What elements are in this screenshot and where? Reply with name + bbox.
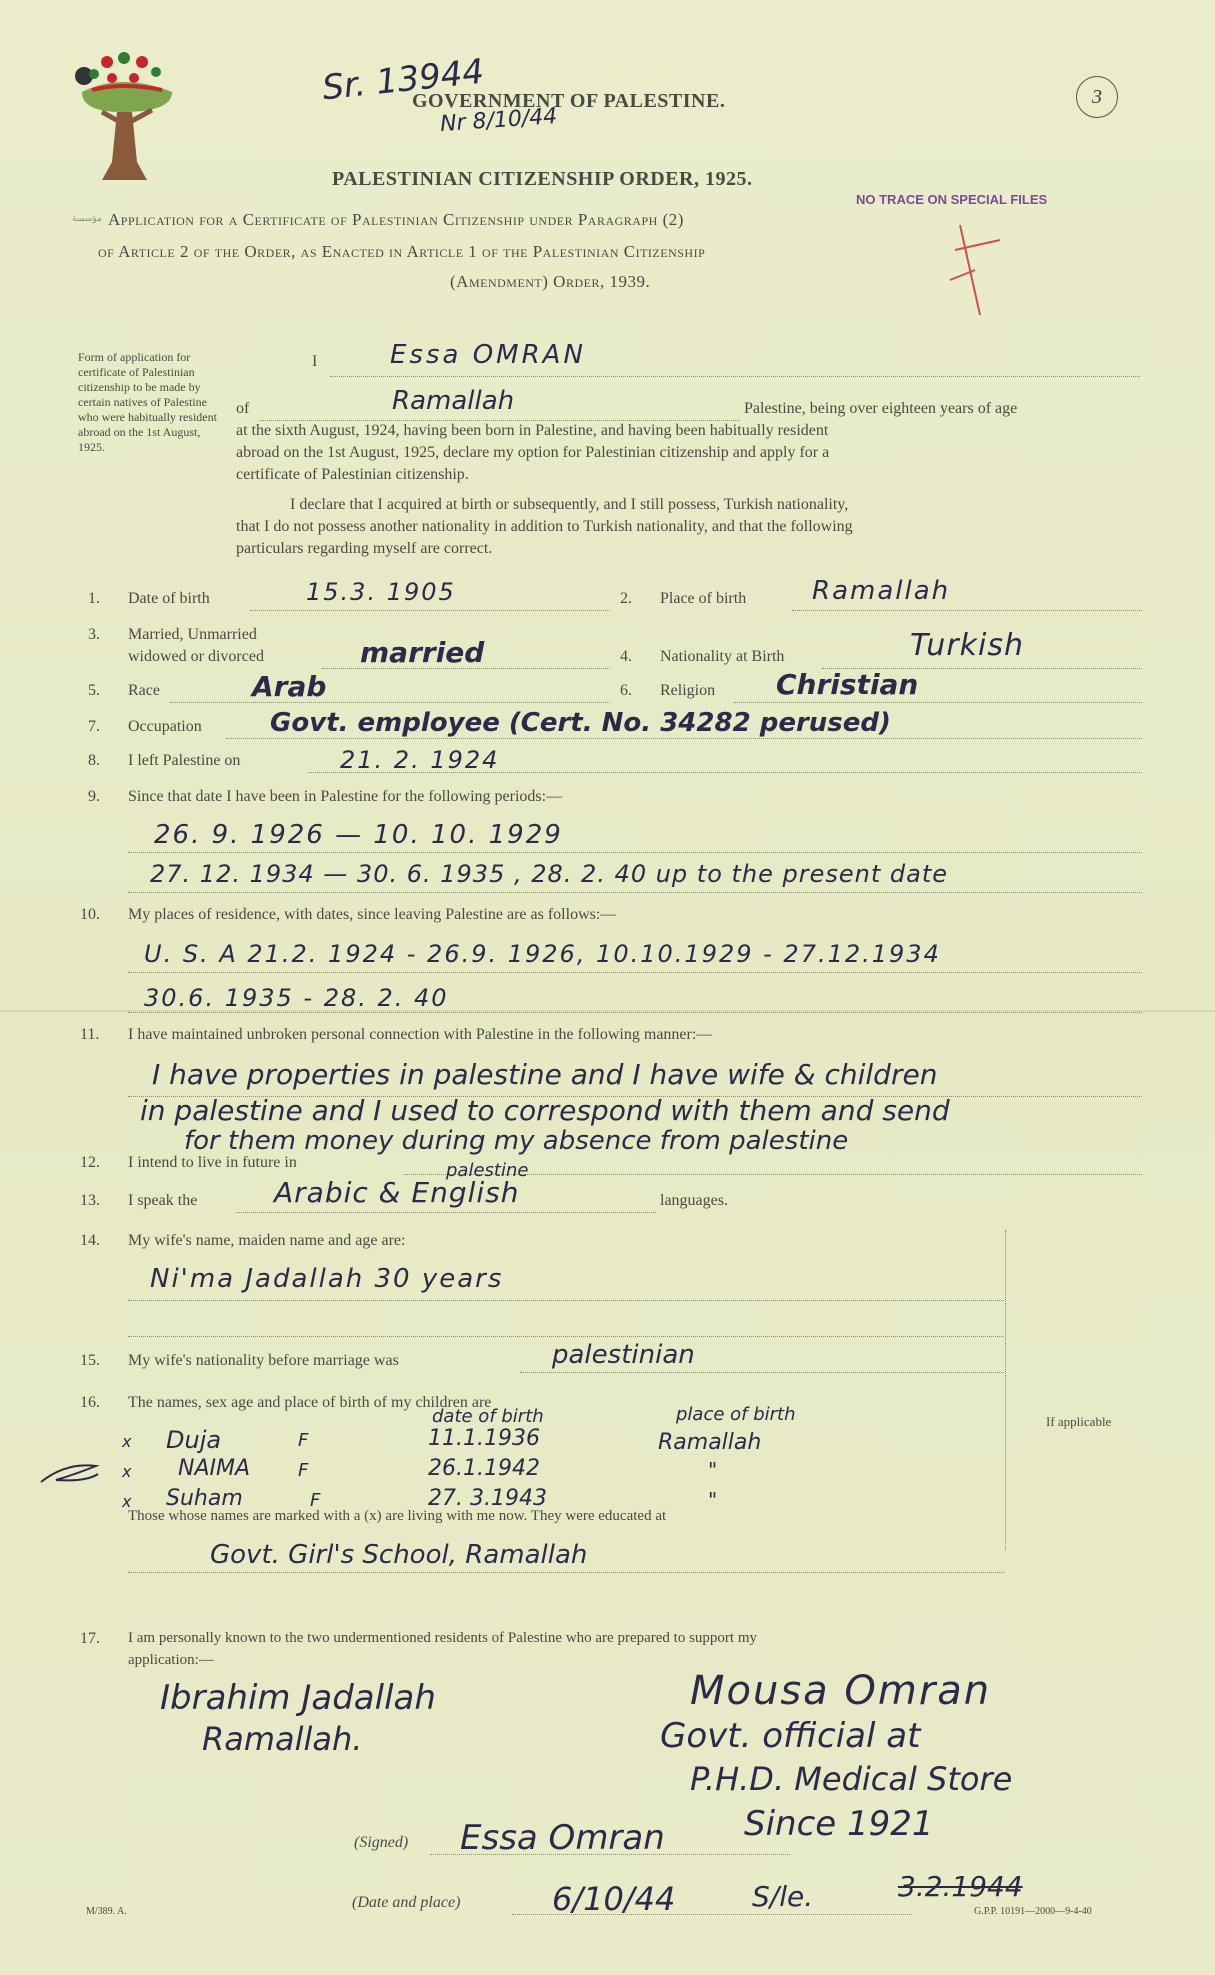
- religion-value: Christian: [776, 668, 919, 701]
- field-17-label-2: application:—: [128, 1652, 214, 1668]
- left-palestine-value: 21. 2. 1924: [340, 746, 500, 774]
- field-4-number: 4.: [620, 648, 632, 665]
- field-3-label-1: Married, Unmarried: [128, 626, 257, 643]
- field-1-label: Date of birth: [128, 590, 210, 607]
- children-educated-label: Those whose names are marked with a (x) are living with me now. They were educated at: [128, 1508, 667, 1524]
- school-value: Govt. Girl's School, Ramallah: [210, 1540, 588, 1570]
- bracket-mark: [36, 1452, 106, 1492]
- child-date: 27. 3.1943: [428, 1486, 547, 1511]
- intro-line-1: Application for a Certificate of Palestinian Citizenship under Paragraph (2): [108, 210, 684, 229]
- referee-2-line-4: Since 1921: [744, 1804, 934, 1844]
- field-11-label: I have maintained unbroken personal connection with Palestine in the following manner:—: [128, 1026, 713, 1043]
- place-of-birth-value: Ramallah: [812, 576, 951, 606]
- applicant-name: Essa OMRAN: [390, 340, 586, 370]
- languages-value: Arabic & English: [274, 1176, 520, 1209]
- declaration-i-label: I: [312, 353, 318, 370]
- field-6-line: [734, 702, 1142, 703]
- right-bracket-box: [1005, 1230, 1007, 1550]
- side-note: Form of application for certificate of Palestinian citizenship to be made by certain natives of Palestine who were habitually resident abroad on the 1st August, 1925.: [78, 350, 217, 454]
- field-1-number: 1.: [88, 590, 100, 607]
- referee-1-name: Ibrahim Jadallah: [160, 1678, 436, 1718]
- connection-line-2: in palestine and I used to correspond with them and send: [140, 1094, 950, 1127]
- signature-date: 6/10/44: [552, 1880, 676, 1918]
- place-line: [260, 420, 740, 421]
- applicant-place: Ramallah: [392, 386, 515, 416]
- field-9-number: 9.: [88, 788, 100, 805]
- archive-logo: [62, 52, 192, 192]
- signature-place: S/le.: [752, 1880, 814, 1913]
- nationality-at-birth-value: Turkish: [910, 628, 1025, 663]
- child-place: ": [708, 1488, 718, 1512]
- field-16-number: 16.: [80, 1394, 100, 1411]
- occupation-value: Govt. employee (Cert. No. 34282 perused): [270, 708, 891, 738]
- declaration-text-2: at the sixth August, 1924, having been born in Palestine, and having been habitually resident: [236, 422, 829, 439]
- field-7-label: Occupation: [128, 718, 202, 735]
- child-date: 11.1.1936: [428, 1426, 540, 1451]
- field-2-number: 2.: [620, 590, 632, 607]
- referee-2-line-2: Govt. official at: [660, 1716, 921, 1756]
- field-12-label: I intend to live in future in: [128, 1154, 297, 1171]
- page-number-text: 3: [1092, 86, 1102, 108]
- referee-2-name: Mousa Omran: [690, 1668, 992, 1714]
- field-9-line-2: [128, 892, 1142, 893]
- field-12-number: 12.: [80, 1154, 100, 1171]
- field-3-number: 3.: [88, 626, 100, 643]
- field-13-line: [236, 1212, 656, 1213]
- date-of-birth-value: 15.3. 1905: [306, 578, 456, 606]
- intro-line-3: (Amendment) Order, 1939.: [450, 272, 651, 291]
- archive-logo-caption: ﻣﺆﺳﺴﺔ: [72, 213, 102, 223]
- field-13-label: I speak the: [128, 1192, 198, 1209]
- declaration-text-5: I declare that I acquired at birth or subsequently, and I still possess, Turkish nationality,: [290, 496, 849, 513]
- wife-nationality-value: palestinian: [552, 1340, 695, 1370]
- child-mark: x: [122, 1492, 132, 1511]
- declaration-text-4: certificate of Palestinian citizenship.: [236, 466, 469, 483]
- school-line: [128, 1572, 1004, 1573]
- referee-2-line-3: P.H.D. Medical Store: [690, 1760, 1013, 1798]
- periods-line-1: 26. 9. 1926 — 10. 10. 1929: [154, 820, 563, 850]
- periods-line-2: 27. 12. 1934 — 30. 6. 1935 , 28. 2. 40 up to the present date: [150, 860, 949, 888]
- field-14-line-2: [128, 1336, 1004, 1337]
- field-10-number: 10.: [80, 906, 100, 923]
- field-7-line: [226, 738, 1142, 739]
- residence-line-2: 30.6. 1935 - 28. 2. 40: [144, 984, 449, 1012]
- connection-line-1: I have properties in palestine and I have wife & children: [152, 1058, 938, 1091]
- children-list: [118, 1424, 898, 1514]
- children-place-header: place of birth: [676, 1404, 796, 1425]
- child-place: Ramallah: [658, 1430, 762, 1455]
- field-5-label: Race: [128, 682, 160, 699]
- field-2-line: [792, 610, 1142, 611]
- field-17-number: 17.: [80, 1630, 100, 1647]
- declaration-text-3: abroad on the 1st August, 1925, declare my option for Palestinian citizenship and apply for a: [236, 444, 830, 461]
- child-name: Suham: [166, 1486, 243, 1511]
- child-row: [118, 1424, 898, 1454]
- field-10-label: My places of residence, with dates, since leaving Palestine are as follows:—: [128, 906, 617, 923]
- field-14-number: 14.: [80, 1232, 100, 1249]
- child-mark: x: [122, 1432, 132, 1451]
- no-trace-stamp: NO TRACE ON SPECIAL FILES: [856, 192, 1048, 207]
- field-3-label-2: widowed or divorced: [128, 648, 264, 665]
- field-8-label: I left Palestine on: [128, 752, 241, 769]
- declaration-text-1: Palestine, being over eighteen years of age: [744, 400, 1018, 417]
- referee-1-place: Ramallah.: [202, 1720, 363, 1758]
- declaration-text-7: particulars regarding myself are correct.: [236, 540, 493, 557]
- declaration-text-6: that I do not possess another nationality in addition to Turkish nationality, and that the following: [236, 518, 853, 535]
- children-date-header: date of birth: [432, 1406, 544, 1427]
- child-place: ": [708, 1458, 718, 1482]
- field-13-after: languages.: [660, 1192, 728, 1209]
- field-10-line-2: [128, 1012, 1142, 1013]
- child-sex: F: [310, 1490, 321, 1511]
- file-reference: Sr. 13944: [320, 51, 486, 109]
- signed-label: (Signed): [354, 1834, 409, 1851]
- field-5-number: 5.: [88, 682, 100, 699]
- order-title: PALESTINIAN CITIZENSHIP ORDER, 1925.: [332, 168, 753, 190]
- field-15-line: [520, 1372, 1004, 1373]
- child-sex: F: [298, 1460, 309, 1481]
- field-14-line-1: [128, 1300, 1004, 1301]
- field-5-line: [170, 702, 610, 703]
- future-residence-value: palestine: [446, 1160, 529, 1181]
- field-8-number: 8.: [88, 752, 100, 769]
- field-1-line: [250, 610, 610, 611]
- name-line: [330, 376, 1140, 377]
- struck-date: 3.2.1944: [898, 1870, 1023, 1903]
- field-10-line-1: [128, 972, 1142, 973]
- field-6-label: Religion: [660, 682, 716, 699]
- field-16-label: The names, sex age and place of birth of my children are: [128, 1394, 492, 1411]
- paper-fold: [0, 1010, 1215, 1012]
- page-number: [1076, 76, 1118, 118]
- field-4-label: Nationality at Birth: [660, 648, 785, 665]
- connection-line-3: for them money during my absence from palestine: [184, 1126, 849, 1156]
- child-row: [118, 1454, 898, 1484]
- field-13-number: 13.: [80, 1192, 100, 1209]
- intro-line-2: of Article 2 of the Order, as Enacted in Article 1 of the Palestinian Citizenship: [98, 242, 706, 261]
- child-name: Duja: [166, 1426, 222, 1454]
- applicant-signature: Essa Omran: [460, 1818, 665, 1858]
- date-place-label: (Date and place): [352, 1894, 461, 1911]
- child-name: NAIMA: [178, 1456, 251, 1481]
- field-2-label: Place of birth: [660, 590, 747, 607]
- residence-line-1: U. S. A 21.2. 1924 - 26.9. 1926, 10.10.1929 - 27.12.1934: [144, 940, 941, 968]
- child-date: 26.1.1942: [428, 1456, 540, 1481]
- form-code: M/389. A.: [86, 1906, 127, 1917]
- field-15-label: My wife's nationality before marriage was: [128, 1352, 399, 1369]
- government-title: GOVERNMENT OF PALESTINE.: [412, 90, 726, 112]
- child-mark: x: [122, 1462, 132, 1481]
- field-6-number: 6.: [620, 682, 632, 699]
- marital-status-value: married: [360, 636, 485, 669]
- file-reference-date: Nr 8/10/44: [439, 103, 559, 138]
- field-14-label: My wife's name, maiden name and age are:: [128, 1232, 406, 1249]
- field-11-number: 11.: [80, 1026, 100, 1043]
- field-15-number: 15.: [80, 1352, 100, 1369]
- race-value: Arab: [252, 670, 327, 703]
- red-pencil-mark: [940, 220, 1010, 330]
- if-applicable-note: If applicable: [1046, 1414, 1112, 1429]
- declaration-of-label: of: [236, 400, 250, 417]
- field-7-number: 7.: [88, 718, 100, 735]
- printer-code: G.P.P. 10191—2000—9-4-40: [974, 1906, 1092, 1917]
- child-sex: F: [298, 1430, 309, 1451]
- field-9-label: Since that date I have been in Palestine for the following periods:—: [128, 788, 563, 805]
- field-9-line-1: [128, 852, 1142, 853]
- wife-name-value: Ni'ma Jadallah 30 years: [150, 1264, 504, 1294]
- field-17-label-1: I am personally known to the two undermentioned residents of Palestine who are prepared to support my: [128, 1630, 758, 1646]
